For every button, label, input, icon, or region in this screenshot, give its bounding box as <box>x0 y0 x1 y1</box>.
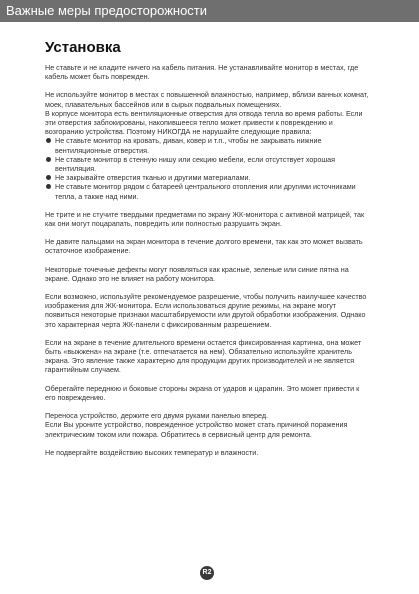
list-item <box>45 173 371 182</box>
paragraph-temperature: Не подвергайте воздействию высоких температур и влажности. <box>45 447 259 457</box>
paragraph-pixel-defects: Некоторые точечные дефекты могут появляться как красные, зеленые или синие пятна на экране. Однако это не влияет на работу монитора. <box>45 264 349 283</box>
section-title: Установка <box>45 39 121 56</box>
bullet-text: Не закрывайте отверстия тканью и другими материалами. <box>55 173 251 183</box>
paragraph-resolution: Если возможно, используйте рекомендуемое разрешение, чтобы получить наилучшее качество изображения для ЖК-монитора. Если использоваться другие режимы, на экране могут появиться некоторые признаки масштабируемости или другой обработки изображения. Однако это характерная черта ЖК-панели с фиксированным разрешением. <box>45 292 367 329</box>
bullet-icon <box>46 175 51 180</box>
paragraph-carrying: Переноса устройство, держите его двумя руками панелью вперед. Если Вы уроните устройство, поврежденное устройство может стать причиной поражения электрическим током или пожара. Обратитесь в сервисный центр для ремонта. <box>45 411 348 439</box>
bullet-list <box>45 136 371 200</box>
bullet-icon <box>46 157 51 162</box>
list-item <box>45 155 371 173</box>
paragraph-scratch: Не трите и не стучите твердыми предметами по экрану ЖК-монитора с активной матрицей, так как они могут поцарапать, повредить или полностью разрушить экран. <box>45 209 365 229</box>
bullet-text: Не ставьте монитор рядом с батареей центрального отопления или другими источниками тепла, а также над ними. <box>55 182 356 201</box>
bullet-icon <box>46 184 51 189</box>
bullet-text: Не ставьте монитор на кровать, диван, ковер и т.п., чтобы не закрывать нижние вентиляционные отверстия. <box>55 136 322 155</box>
paragraph-humidity-ventilation: Не используйте монитор в местах с повышенной влажностью, например, вблизи ванных комнат, моек, плавательных бассейнов или в сырых подвальных помещениях. В корпусе монитора есть вентиляционные отверстия для отвода тепла во время работы. Если эти отверстия заблокированы, накопившееся тепло может привести к повреждению и возгоранию устройства. Поэтому НИКОГДА не нарушайте следующие правила: <box>45 90 369 137</box>
list-item <box>45 182 371 200</box>
paragraph-burn-in: Если на экране в течение длительного времени остается фиксированная картинка, она может быть «выжжена» на экране (т.е. отпечатается на нем). Обязательно используйте хранитель экрана. Это явление также характерно для продукции других производителей и не является гарантийным случаем. <box>45 337 362 375</box>
header-band <box>0 0 419 22</box>
bullet-text: Не ставьте монитор в стенную нишу или секцию мебели, если отсутствует хорошая вентиляция. <box>55 154 336 174</box>
content-body <box>45 63 371 466</box>
paragraph-protect-sides: Оберегайте переднюю и боковые стороны экрана от ударов и царапин. Это может привести к его повреждению. <box>45 383 360 402</box>
paragraph-pressure: Не давите пальцами на экран монитора в течение долгого времени, так как это может вызвать остаточное изображение. <box>45 237 363 256</box>
header-title: Важные меры предосторожности <box>6 3 208 18</box>
paragraph-cable: Не ставьте и не кладите ничего на кабель питания. Не устанавливайте монитор в местах, где кабель может быть поврежден. <box>45 63 359 82</box>
page-number: R2 <box>200 566 214 580</box>
bullet-icon <box>46 138 51 143</box>
list-item <box>45 136 371 154</box>
